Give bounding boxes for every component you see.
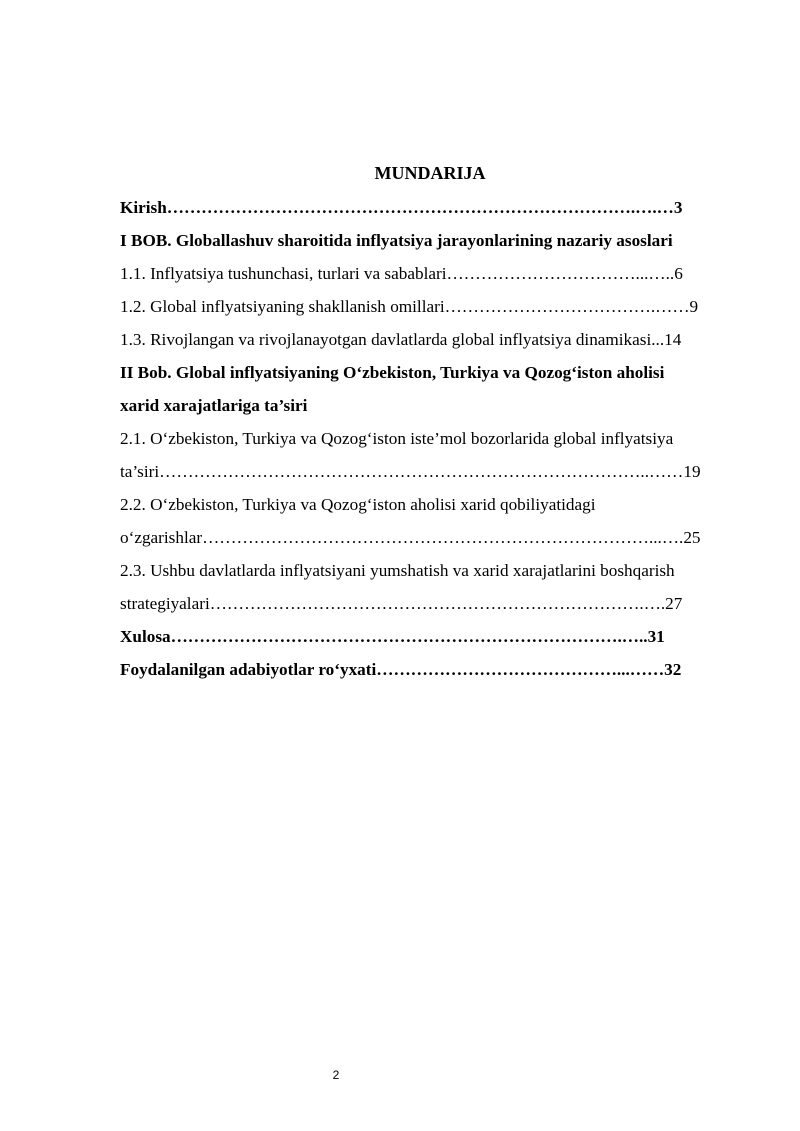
toc-entry-section-1-1[interactable]: 1.1. Inflyatsiya tushunchasi, turlari va sabablari……………………………...…..6	[120, 264, 683, 283]
toc-entry-chapter-2-continued[interactable]: xarid xarajatlariga ta’siri	[120, 396, 308, 415]
toc-entry-section-2-2-continued[interactable]: o‘zgarishlar……………………………………………………………………...….25	[120, 528, 701, 547]
toc-entry-chapter-2[interactable]: II Bob. Global inflyatsiyaning O‘zbekiston, Turkiya va Qozog‘iston aholisi	[120, 363, 665, 382]
toc-entry-section-2-2[interactable]: 2.2. O‘zbekiston, Turkiya va Qozog‘iston aholisi xarid qobiliyatidagi	[120, 495, 596, 514]
toc-entry-chapter-1[interactable]: I BOB. Globallashuv sharoitida inflyatsiya jarayonlarining nazariy asoslari	[120, 231, 673, 250]
toc-entry-section-2-3-continued[interactable]: strategiyalari………………………………………………………………….….27	[120, 594, 683, 613]
toc-entry-conclusion[interactable]: Xulosa…………………………………………………………………….…..31	[120, 627, 665, 646]
toc-entry-section-2-3[interactable]: 2.3. Ushbu davlatlarda inflyatsiyani yumshatish va xarid xarajatlarini boshqarish	[120, 561, 675, 580]
toc-entry-section-1-3[interactable]: 1.3. Rivojlangan va rivojlanayotgan davlatlarda global inflyatsiya dinamikasi...14	[120, 330, 682, 349]
toc-entry-section-2-1[interactable]: 2.1. O‘zbekiston, Turkiya va Qozog‘iston iste’mol bozorlarida global inflyatsiya	[120, 429, 674, 448]
toc-entry-references[interactable]: Foydalanilgan adabiyotlar ro‘yxati……………………………………...……32	[120, 660, 682, 679]
page-number: 2	[332, 1068, 340, 1082]
toc-entry-introduction[interactable]: Kirish……………………………………………………………………….….…3	[120, 198, 683, 217]
toc-entry-section-1-2[interactable]: 1.2. Global inflyatsiyaning shakllanish omillari……………………………….……9	[120, 297, 699, 316]
toc-title: MUNDARIJA	[374, 163, 486, 183]
toc-entry-section-2-1-continued[interactable]: ta’siri…………………………………………………………………………..……19	[120, 462, 701, 481]
table-of-contents	[120, 191, 738, 686]
